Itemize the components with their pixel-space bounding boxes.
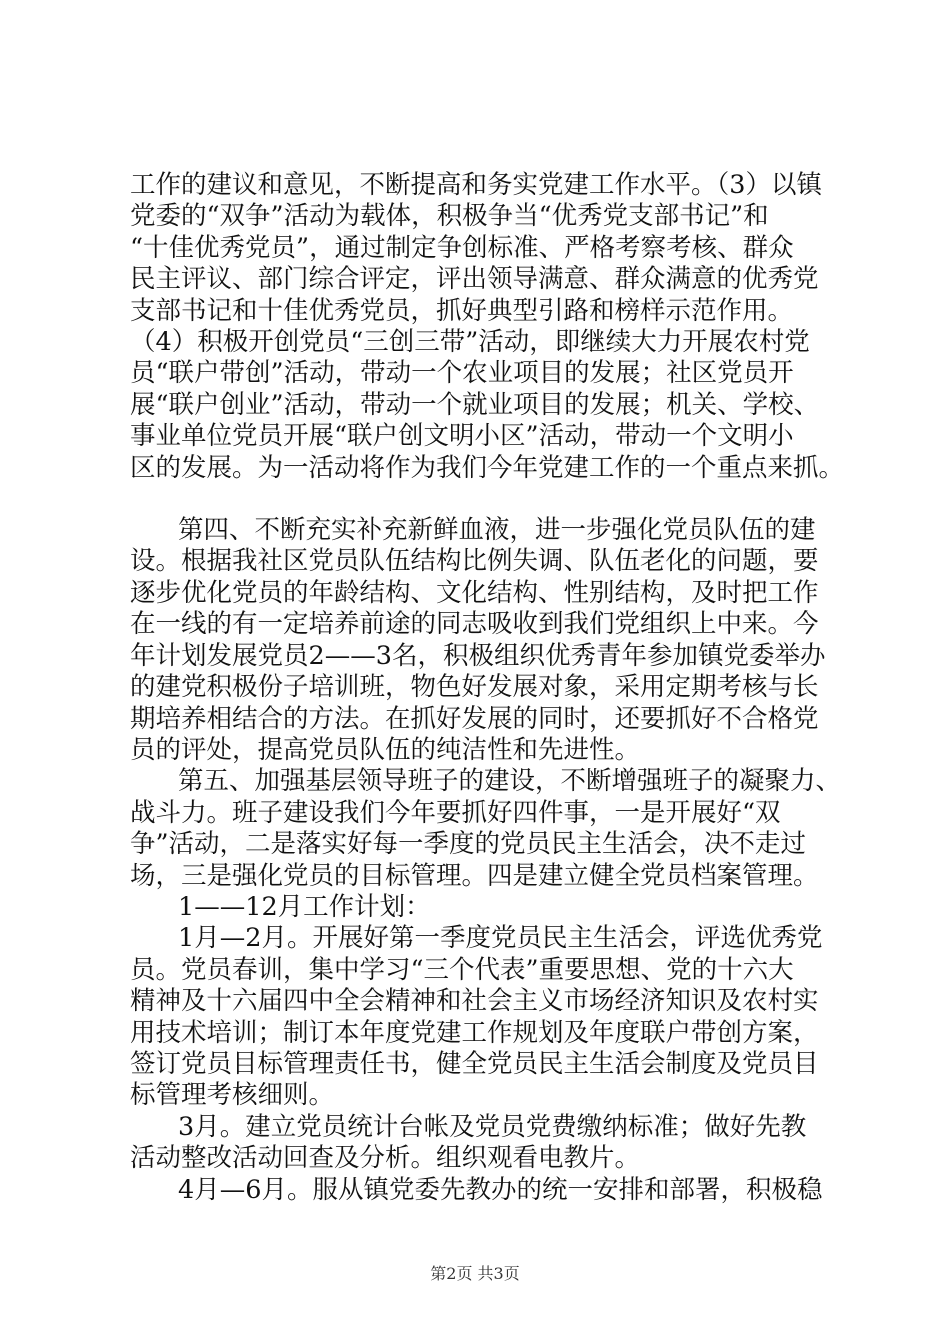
text-line: 员。党员春训，集中学习“三个代表”重要思想、党的十六大 <box>130 954 794 985</box>
text-line: 区的发展。为一活动将作为我们今年党建工作的一个重点来抓。 <box>130 452 845 483</box>
text-line: 场，三是强化党员的目标管理。四是建立健全党员档案管理。 <box>130 860 819 891</box>
text-line: 战斗力。班子建设我们今年要抓好四件事，一是开展好“双 <box>130 797 781 828</box>
text-line: 逐步优化党员的年龄结构、文化结构、性别结构，及时把工作 <box>130 577 819 608</box>
text-line: 第五、加强基层领导班子的建设，不断增强班子的凝聚力、 <box>178 766 842 797</box>
text-line: 争”活动，二是落实好每一季度的党员民主生活会，决不走过 <box>130 829 807 860</box>
text-line: 支部书记和十佳优秀党员，抓好典型引路和榜样示范作用。 <box>130 295 794 326</box>
text-line: 员“联户带创”活动，带动一个农业项目的发展；社区党员开 <box>130 358 794 389</box>
paragraph-3 <box>130 766 842 892</box>
text-line: 签订党员目标管理责任书，健全党员民主生活会制度及党员目 <box>130 1048 819 1079</box>
text-line: 3月。建立党员统计台帐及党员党费缴纳标准；做好先教 <box>178 1111 807 1142</box>
text-line: 1——12月工作计划： <box>178 891 431 922</box>
text-line: 活动整改活动回查及分析。组织观看电教片。 <box>130 1143 641 1174</box>
text-line: 1月—2月。开展好第一季度党员民主生活会，评选优秀党 <box>178 923 823 954</box>
paragraph-7 <box>130 1175 825 1206</box>
text-line: 精神及十六届四中全会精神和社会主义市场经济知识及农村实 <box>130 986 819 1017</box>
text-line: “十佳优秀党员”，通过制定争创标准、严格考察考核、群众 <box>130 232 794 263</box>
text-line: 工作的建议和意见，不断提高和务实党建工作水平。（3）以镇 <box>130 170 822 200</box>
text-line: 4月—6月。服从镇党委先教办的统一安排和部署，积极稳 <box>178 1174 823 1205</box>
paragraph-6 <box>130 1112 825 1175</box>
text-line: 展“联户创业”活动，带动一个就业项目的发展；机关、学校、 <box>130 389 820 420</box>
text-line: 员的评处，提高党员队伍的纯洁性和先进性。 <box>130 734 641 765</box>
page-footer: 第2页 共3页 <box>430 1264 520 1283</box>
text-line: 年计划发展党员2——3名，积极组织优秀青年参加镇党委举办 <box>130 640 826 671</box>
text-line: 事业单位党员开展“联户创文明小区”活动，带动一个文明小 <box>130 421 794 452</box>
text-line: 期培养相结合的方法。在抓好发展的同时，还要抓好不合格党 <box>130 703 819 734</box>
paragraph-5 <box>130 923 825 1111</box>
document-body <box>130 170 845 1206</box>
text-line: （4）积极开创党员“三创三带”活动，即继续大力开展农村党 <box>130 327 810 358</box>
paragraph-4 <box>130 892 825 923</box>
text-line: 标管理考核细则。 <box>130 1080 335 1111</box>
text-line: 第四、不断充实补充新鲜血液，进一步强化党员队伍的建 <box>178 515 816 546</box>
text-line: 党委的“双争”活动为载体，积极争当“优秀党支部书记”和 <box>130 201 769 232</box>
text-line: 用技术培训；制订本年度党建工作规划及年度联户带创方案， <box>130 1017 819 1048</box>
text-line: 设。根据我社区党员队伍结构比例失调、队伍老化的问题，要 <box>130 546 819 577</box>
text-line: 的建党积极份子培训班，物色好发展对象，采用定期考核与长 <box>130 672 819 703</box>
paragraph-1 <box>130 170 845 484</box>
text-line: 在一线的有一定培养前途的同志吸收到我们党组织上中来。今 <box>130 609 819 640</box>
paragraph-gap <box>130 484 825 515</box>
text-line: 民主评议、部门综合评定，评出领导满意、群众满意的优秀党 <box>130 264 819 295</box>
paragraph-2 <box>130 515 825 766</box>
